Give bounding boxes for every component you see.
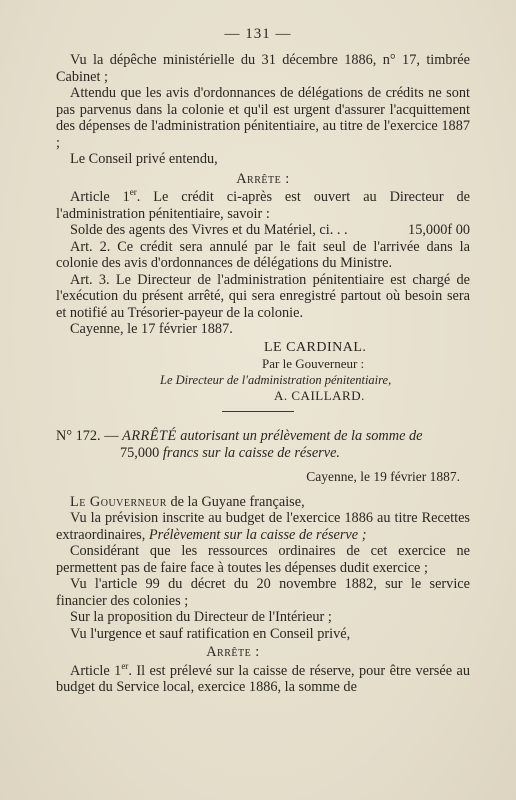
paragraph-article-99: Vu l'article 99 du décret du 20 novembre 1882, sur le service financier des colonies ; xyxy=(56,576,470,609)
paragraph-depeche: Vu la dépêche ministérielle du 31 décembre 1886, n° 17, timbrée Cabinet ; xyxy=(56,52,470,85)
article-1-label: Article 1 xyxy=(70,189,130,205)
article-1 xyxy=(56,189,470,222)
page-number: — 131 — xyxy=(224,26,292,42)
article-1-sup: er xyxy=(129,187,137,198)
signature-par: Par le Gouverneur : xyxy=(262,356,365,371)
arrete-heading-2: Arrête : xyxy=(206,644,260,660)
title-rest: autorisant un prélèvement de la somme de xyxy=(180,428,423,444)
article-3: Art. 3. Le Directeur de l'administration pénitentiaire est chargé de l'exécution du présent arrêté, qui sera enregistré partout où besoin sera et notifié au Trésorier-payeur de la colonie. xyxy=(56,271,470,321)
solde-line xyxy=(56,222,470,239)
title-line2-rest: francs sur la caisse de réserve. xyxy=(162,444,340,461)
paragraph-considerant: Considérant que les ressources ordinaires de cet exercice ne permettent pas de faire face à toutes les dépenses dudit exercice ; xyxy=(56,543,470,576)
arrete-heading: Arrête : xyxy=(236,170,290,187)
prevision-text: Vu la prévision inscrite au budget de l'exercice 1886 au titre Recettes extraordinaires, xyxy=(56,510,470,543)
article-1-172-label: Article 1 xyxy=(70,662,122,679)
section-divider xyxy=(222,411,294,412)
paragraph-conseil: Le Conseil privé entendu, xyxy=(70,151,218,167)
article-1-text: . Le crédit ci-après est ouvert au Directeur de l'administration pénitentiaire, savoir : xyxy=(56,189,471,222)
signature-signer: A. CAILLARD. xyxy=(274,388,365,403)
decree-172-title-line2 xyxy=(56,445,470,462)
title-amount: 75,000 xyxy=(120,444,160,461)
paragraph-prevision xyxy=(56,510,470,543)
paragraph-proposition: Sur la proposition du Directeur de l'Intérieur ; xyxy=(70,609,332,625)
title-arrete: ARRÊTÉ xyxy=(122,428,177,444)
decree-number: N° 172. xyxy=(56,428,101,444)
decree-172-date: Cayenne, le 19 février 1887. xyxy=(306,469,460,484)
governor-title: Le Gouverneur xyxy=(70,493,167,510)
signature-role: Le Directeur de l'administration pénitentiaire, xyxy=(160,373,392,387)
signature-block xyxy=(56,340,470,404)
article-1-172 xyxy=(56,660,470,696)
decree-171-continuation xyxy=(56,52,470,338)
paragraph-attendu: Attendu que les avis d'ordonnances de délégations de crédits ne sont pas parvenus dans la colonie et qu'il est urgent d'assurer l'acquittement des dépenses de l'administration pénitentiaire, au titre de l'exercice 1887 ; xyxy=(56,85,470,151)
article-1-172-sup: er xyxy=(121,660,129,671)
decree-172-title xyxy=(56,428,470,445)
decree-172 xyxy=(56,428,470,696)
prevision-italic: Prélèvement sur la caisse de réserve ; xyxy=(148,526,367,543)
solde-label: Solde des agents des Vivres et du Matériel, ci. . . xyxy=(70,222,348,238)
paragraph-urgence: Vu l'urgence et sauf ratification en Conseil privé, xyxy=(70,625,351,642)
title-dash: — xyxy=(104,428,119,444)
article-2: Art. 2. Ce crédit sera annulé par le fait seul de l'arrivée dans la colonie des avis d'ordonnances de délégations du Ministre. xyxy=(56,238,470,271)
governor-rest: de la Guyane française, xyxy=(170,493,305,510)
place-date: Cayenne, le 17 février 1887. xyxy=(70,321,233,337)
article-1-172-text: . Il est prélevé sur la caisse de réserve, pour être versée au budget du Service local, exercice 1886, la somme de xyxy=(56,662,470,695)
signature-name: LE CARDINAL. xyxy=(264,340,367,355)
solde-amount: 15,000f 00 xyxy=(408,222,470,238)
governor-line xyxy=(56,494,470,511)
